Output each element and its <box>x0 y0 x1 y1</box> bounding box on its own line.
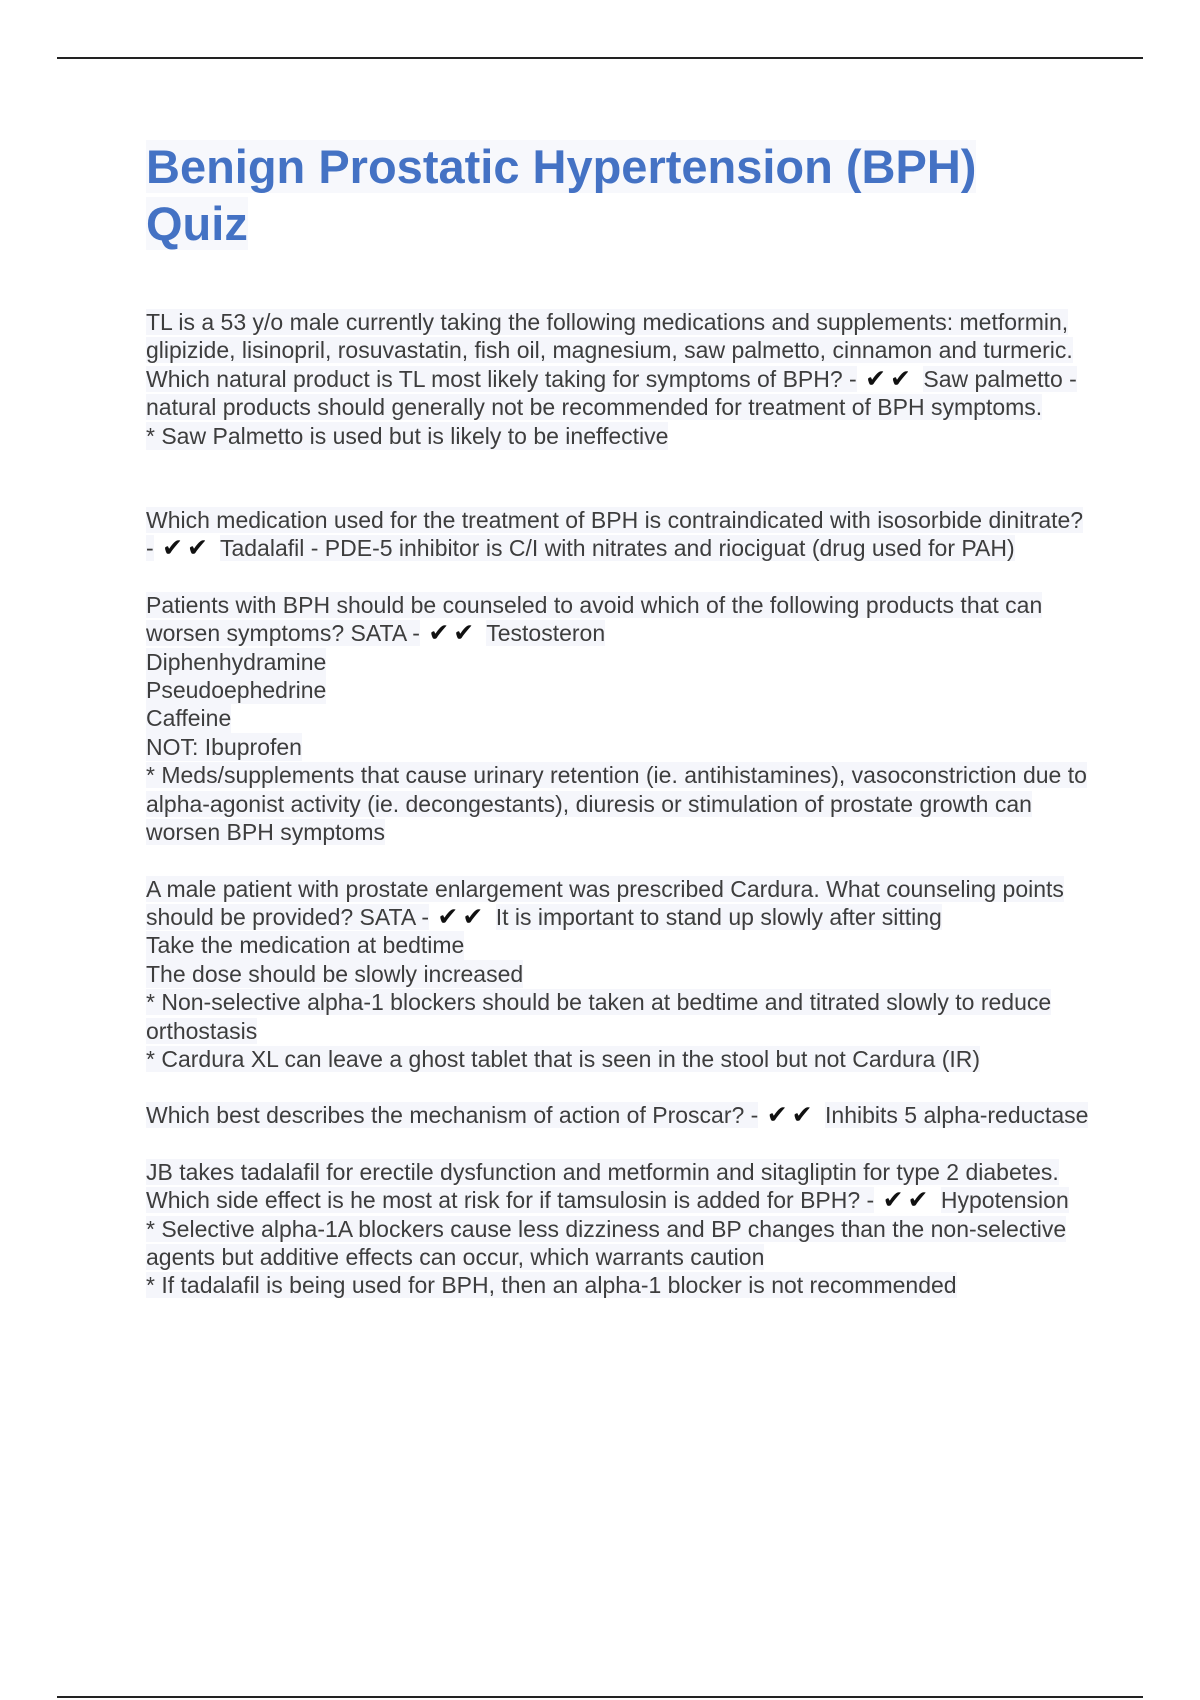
question-text: JB takes tadalafil for erectile dysfunction and metformin and sitagliptin for type 2 diabetes. Which side effect is he most at risk for if tamsulosin is added for BPH? - <box>146 1158 1059 1214</box>
check-mark-icon: ✔✔ <box>162 533 212 563</box>
note-text: * Selective alpha-1A blockers cause less dizziness and BP changes than the non-selective agents but additive effects can occur, which warrants caution <box>146 1215 1067 1270</box>
answer-line: NOT: Ibuprofen <box>146 733 302 760</box>
quiz-item-3 <box>146 591 1090 847</box>
note-text: * If tadalafil is being used for BPH, then an alpha-1 blocker is not recommended <box>146 1272 957 1299</box>
title-block <box>146 138 1090 252</box>
check-mark-icon: ✔✔ <box>766 1100 817 1130</box>
bottom-rule <box>57 1696 1143 1698</box>
check-mark-icon: ✔✔ <box>428 618 479 648</box>
top-rule <box>57 57 1143 59</box>
answer-text: Tadalafil - PDE-5 inhibitor is C/I with nitrates and riociguat (drug used for PAH) <box>219 535 1015 562</box>
question-text: A male patient with prostate enlargement was prescribed Cardura. What counseling points should be provided? SATA - <box>146 875 1064 930</box>
answer-line: Diphenhydramine <box>146 648 327 675</box>
check-mark-icon: ✔✔ <box>882 1185 933 1215</box>
answer-text: Testosteron <box>486 620 606 647</box>
check-mark-icon: ✔✔ <box>437 901 488 931</box>
quiz-item-4 <box>146 875 1090 1074</box>
question-text: Patients with BPH should be counseled to avoid which of the following products that can worsen symptoms? SATA - <box>146 591 1043 647</box>
quiz-item-1 <box>146 308 1090 450</box>
answer-line: Caffeine <box>146 705 232 732</box>
answer-text: It is important to stand up slowly after sitting <box>495 903 942 930</box>
answer-text: Hypotension <box>940 1187 1069 1214</box>
question-text: Which medication used for the treatment of BPH is contraindicated with isosorbide dinitrate? - <box>146 507 1084 562</box>
answer-text: Inhibits 5 alpha-reductase <box>825 1102 1089 1129</box>
document-body <box>146 138 1090 1300</box>
note-text: * Meds/supplements that cause urinary retention (ie. antihistamines), vasoconstriction due to alpha-agonist activity (ie. decongestants), diuresis or stimulation of prostate growth can worsen BPH symptoms <box>146 762 1087 846</box>
document-title: Benign Prostatic Hypertension (BPH) Quiz <box>146 140 977 250</box>
note-line: * Saw Palmetto is used but is likely to be ineffective <box>146 422 669 449</box>
quiz-item-6 <box>146 1158 1090 1300</box>
question-text: TL is a 53 y/o male currently taking the following medications and supplements: metformin, glipizide, lisinopril, rosuvastatin, fish oil, magnesium, saw palmetto, cinnamon and turmeric. Which natural product is TL most likely taking for symptoms of BPH? - <box>146 309 1073 392</box>
quiz-item-5 <box>146 1101 1090 1129</box>
quiz-item-2 <box>146 506 1090 563</box>
answer-line: The dose should be slowly increased <box>146 960 524 987</box>
answer-text: Saw palmetto - natural products should generally not be recommended for treatment of BPH symptoms. <box>146 365 1077 421</box>
question-text: Which best describes the mechanism of action of Proscar? - <box>146 1102 759 1129</box>
note-text: * Non-selective alpha-1 blockers should be taken at bedtime and titrated slowly to reduce orthostasis <box>146 989 1052 1044</box>
check-mark-icon: ✔✔ <box>865 363 915 393</box>
answer-line: Pseudoephedrine <box>146 677 327 704</box>
note-text: * Cardura XL can leave a ghost tablet that is seen in the stool but not Cardura (IR) <box>146 1045 981 1072</box>
answer-line: Take the medication at bedtime <box>146 932 465 959</box>
